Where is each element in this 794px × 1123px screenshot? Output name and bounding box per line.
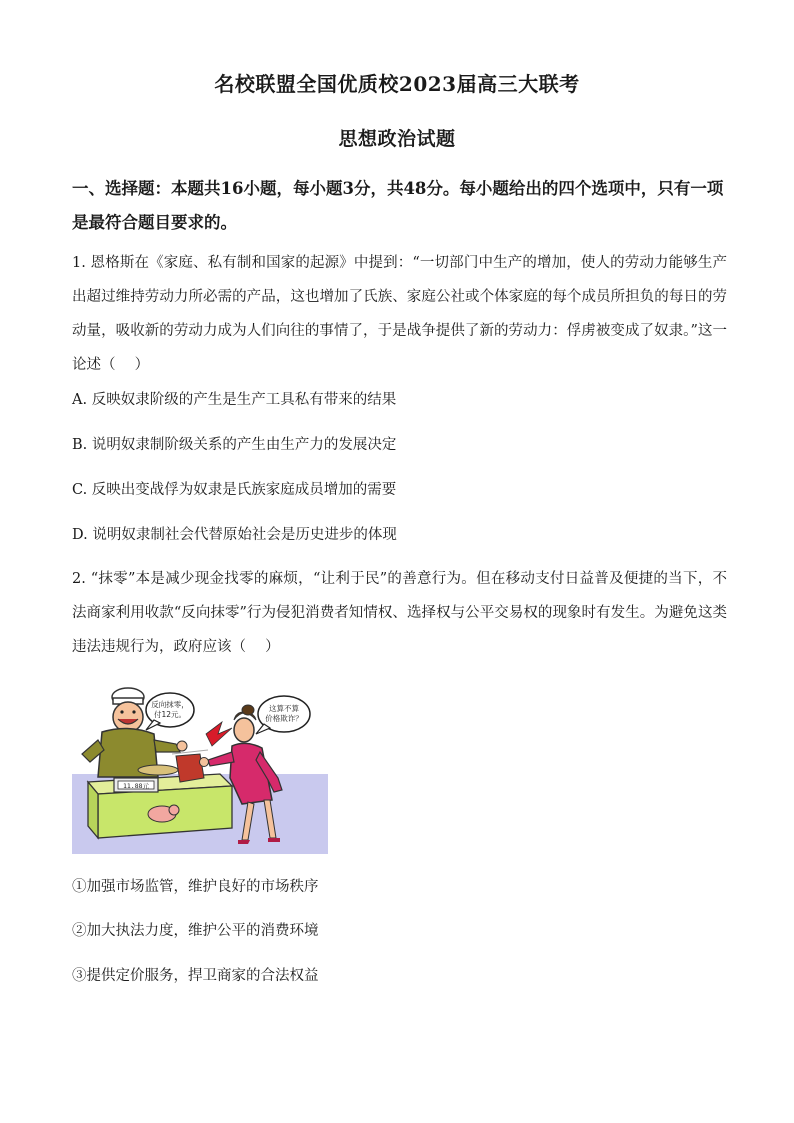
section-heading: 一、选择题：本题共16小题，每小题3分，共48分。每小题给出的四个选项中，只有一项是最符合题目要求的。 (72, 179, 724, 232)
vendor-bubble-line-1: 反向抹零， (151, 700, 189, 709)
customer-bubble-line-1: 这算不算 (269, 704, 299, 713)
exam-title: 名校联盟全国优质校2023届高三大联考 (214, 72, 580, 96)
vendor-speech-bubble (146, 693, 194, 730)
question-1-stem: 1. 恩格斯在《家庭、私有制和国家的起源》中提到：“一切部门中生产的增加，使人的劳动力能够生产出超过维持劳动力所必需的产品，这也增加了氏族、家庭公社或个体家庭的每个成员所担负的每日的劳动量，吸收新的劳动力成为人们向往的事情了，于是战争提供了新的劳动力：俘虏被变成了奴隶。”这一论述（ ） (72, 255, 727, 373)
question-2-stem: 2. “抹零”本是减少现金找零的麻烦，“让利于民”的善意行为。但在移动支付日益普及便捷的当下，不法商家利用收款“反向抹零”行为侵犯消费者知情权、选择权与公平交易权的现象时有发生。为避免这类违法违规行为，政府应该（ ） (72, 571, 727, 655)
vendor-bubble-line-2: 付12元。 (153, 710, 187, 719)
question-1-option-c: C. 反映出变战俘为奴隶是氏族家庭成员增加的需要 (72, 482, 397, 498)
question-1-option-a: A. 反映奴隶阶级的产生是生产工具私有带来的结果 (72, 392, 397, 408)
question-1-option-b: B. 说明奴隶制阶级关系的产生由生产力的发展决定 (72, 437, 397, 453)
question-2-statement-1: ①加强市场监管，维护良好的市场秩序 (72, 879, 319, 895)
cartoon-illustration (72, 682, 328, 854)
question-2-statement-3: ③提供定价服务，捍卫商家的合法权益 (72, 968, 319, 984)
exam-subtitle: 思想政治试题 (338, 128, 456, 150)
customer-bubble-line-2: 价格欺诈？ (265, 714, 303, 723)
question-2-statement-2: ②加大执法力度，维护公平的消费环境 (72, 923, 319, 939)
market-counter (88, 774, 232, 838)
question-1-option-d: D. 说明奴隶制社会代替原始社会是历史进步的体现 (72, 527, 397, 543)
scale-display-text: 11.88元 (122, 782, 150, 790)
customer-speech-bubble (256, 696, 310, 734)
lightning-icon (206, 722, 232, 746)
